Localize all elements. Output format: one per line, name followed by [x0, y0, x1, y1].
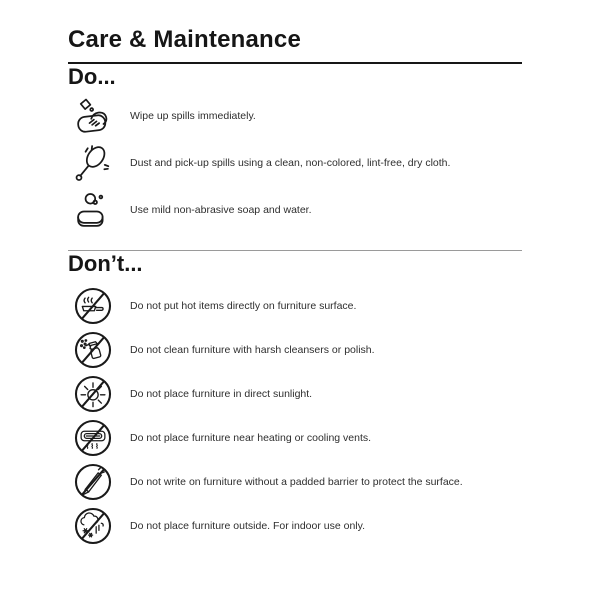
do-heading: Do... [68, 64, 116, 89]
no-outdoor-use-icon [68, 507, 118, 545]
item-text: Do not place furniture in direct sunlight. [130, 387, 313, 400]
item-text: Do not clean furniture with harsh cleansers or polish. [130, 343, 375, 356]
do-section [68, 64, 522, 234]
item-text: Do not put hot items directly on furniture surface. [130, 299, 357, 312]
no-heating-vents-icon [68, 419, 118, 457]
item-text: Do not place furniture near heating or cooling vents. [130, 431, 372, 444]
dont-heading: Don’t... [68, 251, 143, 276]
item-text: Use mild non-abrasive soap and water. [130, 204, 312, 216]
list-item [68, 328, 522, 372]
list-item [68, 416, 522, 460]
no-hot-items-icon [68, 287, 118, 325]
no-harsh-cleansers-icon [68, 331, 118, 369]
page-title: Care & Maintenance [68, 26, 302, 53]
list-item [68, 187, 522, 234]
list-item [68, 284, 522, 328]
item-text: Dust and pick-up spills using a clean, non-colored, lint-free, dry cloth. [130, 157, 451, 169]
soap-and-water-icon [68, 190, 118, 232]
dont-list [68, 284, 522, 548]
list-item [68, 140, 522, 187]
no-direct-sunlight-icon [68, 375, 118, 413]
dont-section [68, 251, 522, 548]
do-list [68, 93, 522, 234]
item-text: Do not place furniture outside. For indoor use only. [130, 519, 366, 532]
list-item [68, 372, 522, 416]
list-item [68, 504, 522, 548]
wipe-spill-icon [68, 96, 118, 138]
list-item [68, 460, 522, 504]
feather-duster-icon [68, 143, 118, 185]
item-text: Do not write on furniture without a padded barrier to protect the surface. [130, 475, 463, 488]
no-writing-icon [68, 463, 118, 501]
list-item [68, 93, 522, 140]
item-text: Wipe up spills immediately. [130, 110, 256, 122]
